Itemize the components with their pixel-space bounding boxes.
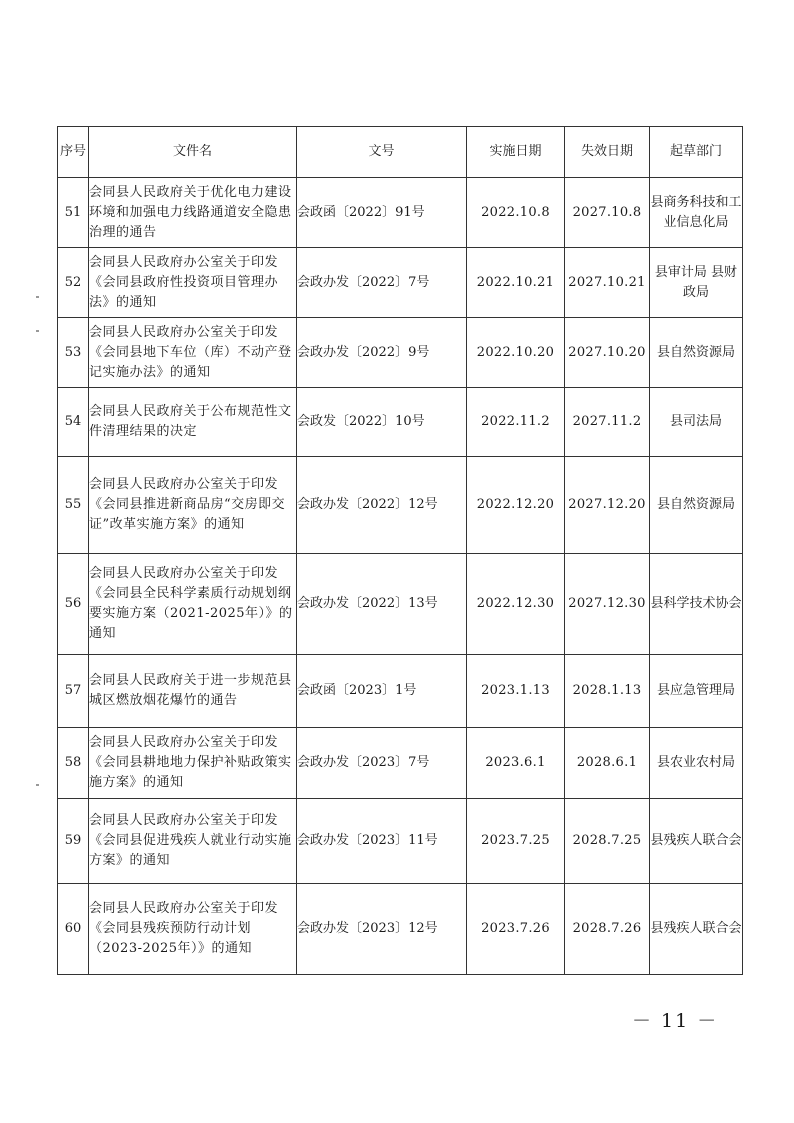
row-seq: 55 [58, 457, 89, 554]
row-end-date: 2027.10.21 [565, 248, 650, 318]
row-start-date: 2023.7.26 [467, 884, 565, 975]
table-row [58, 655, 743, 728]
row-end-date: 2027.12.20 [565, 457, 650, 554]
table-header-row [58, 127, 743, 178]
row-end-date: 2028.7.26 [565, 884, 650, 975]
header-name: 文件名 [89, 127, 297, 178]
regulation-table [57, 126, 743, 975]
row-seq: 58 [58, 728, 89, 799]
table-row [58, 799, 743, 884]
row-end-date: 2028.7.25 [565, 799, 650, 884]
row-end-date: 2028.1.13 [565, 655, 650, 728]
row-end-date: 2028.6.1 [565, 728, 650, 799]
row-doc-name: 会同县人民政府办公室关于印发《会同县推进新商品房“交房即交证”改革实施方案》的通知 [89, 457, 297, 554]
row-start-date: 2023.7.25 [467, 799, 565, 884]
row-doc-no: 会政办发〔2022〕13号 [297, 554, 467, 655]
row-end-date: 2027.12.30 [565, 554, 650, 655]
row-start-date: 2022.10.8 [467, 178, 565, 248]
row-seq: 59 [58, 799, 89, 884]
row-doc-no: 会政办发〔2022〕12号 [297, 457, 467, 554]
row-dept: 县司法局 [650, 388, 743, 457]
table-row [58, 728, 743, 799]
header-start-date: 实施日期 [467, 127, 565, 178]
table-row [58, 884, 743, 975]
row-dept: 县商务科技和工业信息化局 [650, 178, 743, 248]
row-doc-name: 会同县人民政府关于进一步规范县城区燃放烟花爆竹的通告 [89, 655, 297, 728]
row-doc-name: 会同县人民政府办公室关于印发《会同县地下车位（库）不动产登记实施办法》的通知 [89, 318, 297, 388]
row-doc-name: 会同县人民政府办公室关于印发《会同县促进残疾人就业行动实施方案》的通知 [89, 799, 297, 884]
row-doc-name: 会同县人民政府办公室关于印发《会同县政府性投资项目管理办法》的通知 [89, 248, 297, 318]
row-seq: 51 [58, 178, 89, 248]
row-doc-name: 会同县人民政府关于公布规范性文件清理结果的决定 [89, 388, 297, 457]
row-dept: 县残疾人联合会 [650, 799, 743, 884]
table-row [58, 178, 743, 248]
row-start-date: 2022.12.20 [467, 457, 565, 554]
scan-mark [36, 784, 39, 786]
row-end-date: 2027.11.2 [565, 388, 650, 457]
row-doc-no: 会政发〔2022〕10号 [297, 388, 467, 457]
table-row [58, 388, 743, 457]
row-seq: 52 [58, 248, 89, 318]
row-seq: 56 [58, 554, 89, 655]
header-dept: 起草部门 [650, 127, 743, 178]
row-doc-no: 会政办发〔2022〕9号 [297, 318, 467, 388]
table-row [58, 248, 743, 318]
row-start-date: 2023.1.13 [467, 655, 565, 728]
row-doc-name: 会同县人民政府办公室关于印发《会同县全民科学素质行动规划纲要实施方案（2021-2025年）》的通知 [89, 554, 297, 655]
row-doc-name: 会同县人民政府办公室关于印发《会同县残疾预防行动计划（2023-2025年）》的通知 [89, 884, 297, 975]
row-doc-no: 会政办发〔2022〕7号 [297, 248, 467, 318]
row-seq: 57 [58, 655, 89, 728]
row-seq: 54 [58, 388, 89, 457]
row-end-date: 2027.10.20 [565, 318, 650, 388]
row-start-date: 2022.11.2 [467, 388, 565, 457]
row-dept: 县残疾人联合会 [650, 884, 743, 975]
row-doc-name: 会同县人民政府办公室关于印发《会同县耕地地力保护补贴政策实施方案》的通知 [89, 728, 297, 799]
table-row [58, 318, 743, 388]
row-dept: 县自然资源局 [650, 457, 743, 554]
row-end-date: 2027.10.8 [565, 178, 650, 248]
table-row [58, 457, 743, 554]
row-seq: 53 [58, 318, 89, 388]
row-dept: 县农业农村局 [650, 728, 743, 799]
scan-mark [36, 330, 39, 332]
row-doc-name: 会同县人民政府关于优化电力建设环境和加强电力线路通道安全隐患治理的通告 [89, 178, 297, 248]
row-doc-no: 会政办发〔2023〕12号 [297, 884, 467, 975]
row-dept: 县审计局 县财政局 [650, 248, 743, 318]
row-start-date: 2023.6.1 [467, 728, 565, 799]
header-seq: 序号 [58, 127, 89, 178]
row-start-date: 2022.10.20 [467, 318, 565, 388]
row-dept: 县科学技术协会 [650, 554, 743, 655]
header-doc-no: 文号 [297, 127, 467, 178]
row-dept: 县自然资源局 [650, 318, 743, 388]
header-end-date: 失效日期 [565, 127, 650, 178]
scan-mark [36, 296, 39, 298]
page-number: － 11 － [632, 1010, 719, 1032]
row-start-date: 2022.12.30 [467, 554, 565, 655]
row-doc-no: 会政办发〔2023〕11号 [297, 799, 467, 884]
table-row [58, 554, 743, 655]
row-doc-no: 会政函〔2022〕91号 [297, 178, 467, 248]
row-seq: 60 [58, 884, 89, 975]
row-start-date: 2022.10.21 [467, 248, 565, 318]
row-doc-no: 会政办发〔2023〕7号 [297, 728, 467, 799]
row-doc-no: 会政函〔2023〕1号 [297, 655, 467, 728]
row-dept: 县应急管理局 [650, 655, 743, 728]
